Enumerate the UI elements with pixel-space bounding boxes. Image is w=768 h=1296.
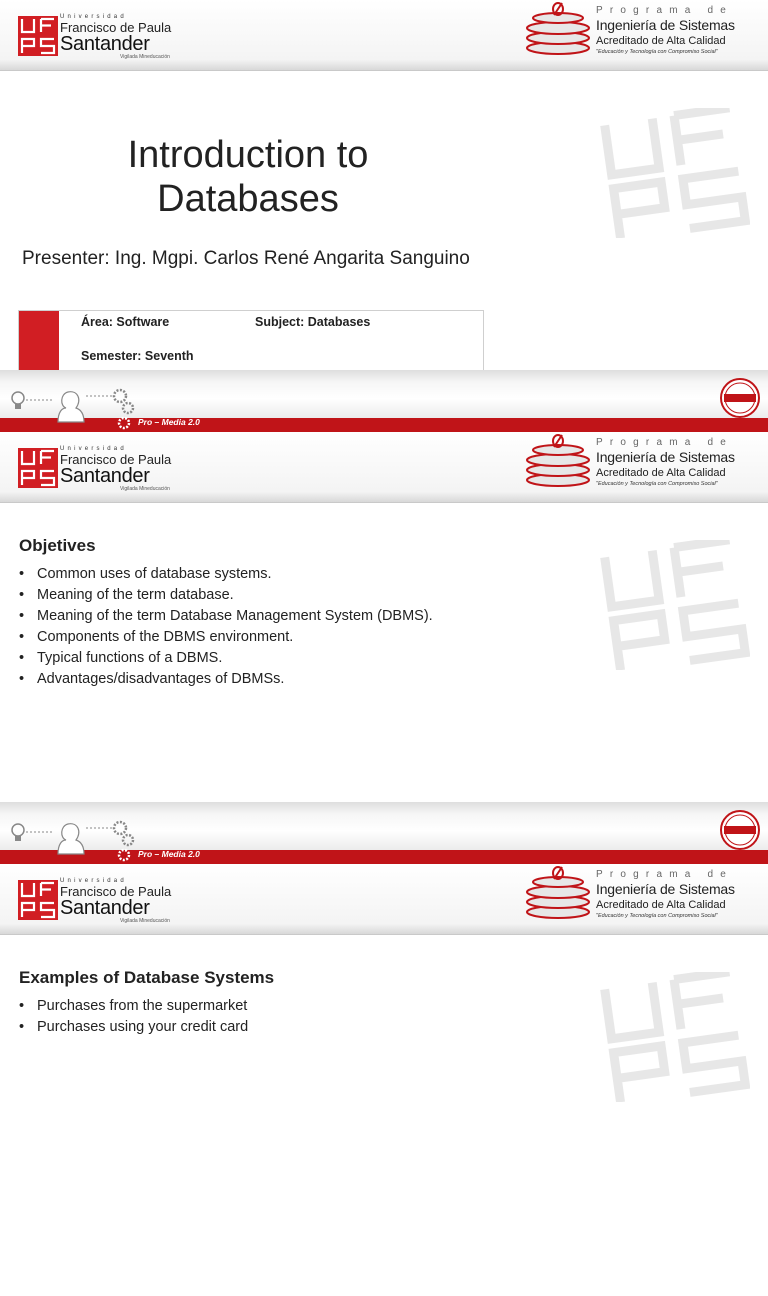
university-motto: Vigilada Mineducación xyxy=(120,486,170,492)
list-item: • Meaning of the term Database Management System (DBMS). xyxy=(19,606,433,627)
idea-gears-icon xyxy=(6,378,138,430)
university-motto: Vigilada Mineducación xyxy=(120,918,170,924)
list-item: • Advantages/disadvantages of DBMSs. xyxy=(19,669,433,690)
ufps-logo-icon xyxy=(18,16,58,56)
program-slogan: "Educación y Tecnología con Compromiso Social" xyxy=(596,913,718,919)
program-accreditation: Acreditado de Alta Calidad xyxy=(596,899,726,911)
footer-label: Pro – Media 2.0 xyxy=(138,417,200,427)
list-item: • Purchases from the supermarket xyxy=(19,996,248,1017)
info-accent-bar xyxy=(19,311,59,371)
program-slogan: "Educación y Tecnología con Compromiso Social" xyxy=(596,49,718,55)
ufps-logo-icon xyxy=(18,880,58,920)
list-item: • Purchases using your credit card xyxy=(19,1017,248,1038)
list-item: • Common uses of database systems. xyxy=(19,564,433,585)
title-line-2: Databases xyxy=(157,178,339,220)
subject-label: Subject: Databases xyxy=(255,315,371,329)
presentation-title xyxy=(60,133,436,221)
slide-examples xyxy=(0,864,768,1296)
slide-footer xyxy=(0,370,768,432)
area-label: Área: Software xyxy=(81,315,170,329)
university-small-label: Universidad xyxy=(60,446,127,452)
slide-title xyxy=(0,0,768,432)
university-main-name: Santander xyxy=(60,897,150,919)
university-motto: Vigilada Mineducación xyxy=(120,54,170,60)
university-small-label: Universidad xyxy=(60,14,127,20)
program-small-label: Programa de xyxy=(596,437,734,448)
semester-label: Semester: Seventh xyxy=(81,349,194,363)
ufps-logo-icon xyxy=(18,448,58,488)
ufps-watermark-icon xyxy=(600,108,750,238)
footer-label: Pro – Media 2.0 xyxy=(138,849,200,859)
university-name: Francisco de Paula xyxy=(60,452,172,467)
program-small-label: Programa de xyxy=(596,5,734,16)
list-item: • Meaning of the term database. xyxy=(19,585,433,606)
university-main-name: Santander xyxy=(60,33,150,55)
university-main-name: Santander xyxy=(60,465,150,487)
program-accreditation: Acreditado de Alta Calidad xyxy=(596,467,726,479)
program-name: Ingeniería de Sistemas xyxy=(596,449,735,465)
program-name: Ingeniería de Sistemas xyxy=(596,881,735,897)
program-logo-icon xyxy=(524,2,592,68)
university-small-label: Universidad xyxy=(60,878,127,884)
program-small-label: Programa de xyxy=(596,869,734,880)
slide-objectives xyxy=(0,432,768,864)
program-name: Ingeniería de Sistemas xyxy=(596,17,735,33)
slide-header xyxy=(0,864,768,935)
ufps-watermark-icon xyxy=(600,540,750,670)
title-line-1: Introduction to xyxy=(127,134,369,176)
section-title: Objetives xyxy=(19,536,96,555)
ufps-watermark-icon xyxy=(600,972,750,1102)
slide-footer xyxy=(0,802,768,864)
slide-header xyxy=(0,432,768,503)
list-item: • Typical functions of a DBMS. xyxy=(19,648,433,669)
presenter-line: Presenter: Ing. Mgpi. Carlos René Angarita Sanguino xyxy=(22,248,470,269)
program-accreditation: Acreditado de Alta Calidad xyxy=(596,35,726,47)
program-slogan: "Educación y Tecnología con Compromiso Social" xyxy=(596,481,718,487)
accreditation-seal-icon xyxy=(720,810,760,850)
course-info-box xyxy=(18,310,484,371)
university-name: Francisco de Paula xyxy=(60,884,172,899)
accreditation-seal-icon xyxy=(720,378,760,418)
examples-list xyxy=(19,996,248,1038)
program-logo-icon xyxy=(524,434,592,500)
section-title: Examples of Database Systems xyxy=(19,968,275,987)
slide-header xyxy=(0,0,768,71)
list-item: • Components of the DBMS environment. xyxy=(19,627,433,648)
objectives-list xyxy=(19,564,433,690)
program-logo-icon xyxy=(524,866,592,932)
university-name: Francisco de Paula xyxy=(60,20,172,35)
idea-gears-icon xyxy=(6,810,138,862)
